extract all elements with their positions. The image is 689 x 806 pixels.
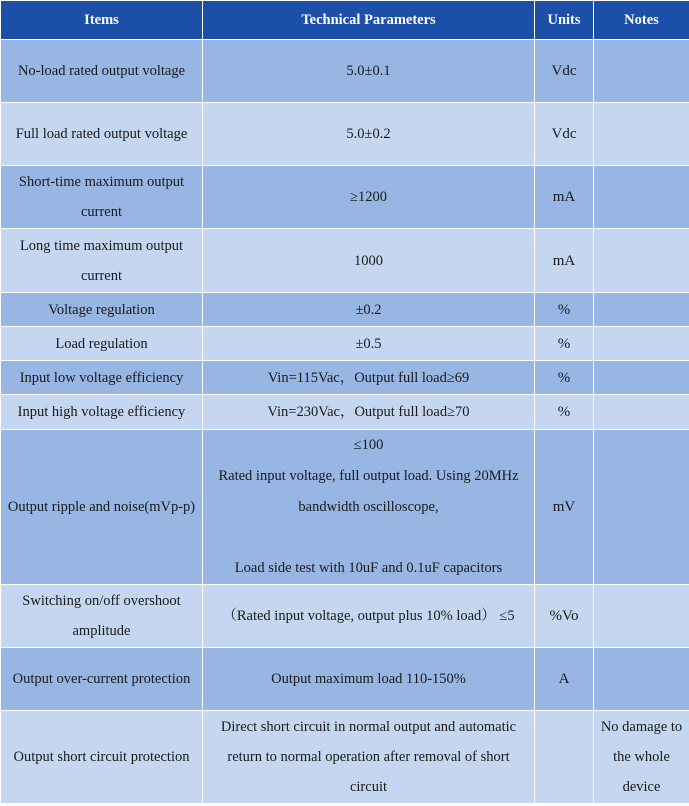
param-cell: ±0.5 xyxy=(203,327,535,361)
table-row xyxy=(1,361,689,395)
param-cell: Vin=115Vac，Output full load≥69 xyxy=(203,361,535,395)
header-notes: Notes xyxy=(594,1,689,40)
param-cell: Direct short circuit in normal output and automatic return to normal operation after removal of short circuit xyxy=(203,711,535,804)
table-row xyxy=(1,585,689,648)
table-row xyxy=(1,229,689,293)
param-cell: 5.0±0.2 xyxy=(203,103,535,166)
param-line: Rated input voltage, full output load. Using 20MHz bandwidth oscilloscope, xyxy=(218,468,519,515)
item-cell: No-load rated output voltage xyxy=(1,40,203,103)
unit-cell: %Vo xyxy=(535,585,594,648)
unit-cell: Vdc xyxy=(535,40,594,103)
item-cell: Full load rated output voltage xyxy=(1,103,203,166)
param-cell: ±0.2 xyxy=(203,293,535,327)
item-cell: Input high voltage efficiency xyxy=(1,395,203,430)
header-units: Units xyxy=(535,1,594,40)
unit-cell xyxy=(535,711,594,804)
param-cell: （Rated input voltage, output plus 10% load） ≤5 xyxy=(203,585,535,648)
unit-cell: % xyxy=(535,293,594,327)
param-line: Load side test with 10uF and 0.1uF capacitors xyxy=(234,560,503,576)
note-cell xyxy=(594,327,689,361)
note-cell xyxy=(594,395,689,430)
note-cell xyxy=(594,648,689,711)
table-row xyxy=(1,166,689,229)
unit-cell: A xyxy=(535,648,594,711)
table-row xyxy=(1,430,689,585)
item-cell: Long time maximum output current xyxy=(1,229,203,293)
item-cell: Short-time maximum output current xyxy=(1,166,203,229)
param-cell: Output maximum load 110-150% xyxy=(203,648,535,711)
unit-cell: % xyxy=(535,395,594,430)
param-line: ≤100 xyxy=(353,437,384,453)
param-cell: 1000 xyxy=(203,229,535,293)
note-cell: No damage to the whole device xyxy=(594,711,689,804)
item-cell: Load regulation xyxy=(1,327,203,361)
note-cell xyxy=(594,293,689,327)
table-row xyxy=(1,293,689,327)
table-row xyxy=(1,327,689,361)
table-header-row xyxy=(1,1,689,40)
note-cell xyxy=(594,40,689,103)
header-technical-parameters: Technical Parameters xyxy=(203,1,535,40)
note-cell xyxy=(594,229,689,293)
unit-cell: % xyxy=(535,327,594,361)
note-cell xyxy=(594,585,689,648)
item-cell: Switching on/off overshoot amplitude xyxy=(1,585,203,648)
item-cell: Output short circuit protection xyxy=(1,711,203,804)
note-cell xyxy=(594,361,689,395)
table-row xyxy=(1,395,689,430)
param-cell xyxy=(203,430,535,585)
table-row xyxy=(1,711,689,804)
note-cell xyxy=(594,430,689,585)
unit-cell: mA xyxy=(535,229,594,293)
unit-cell: mV xyxy=(535,430,594,585)
table-row xyxy=(1,40,689,103)
header-items: Items xyxy=(1,1,203,40)
table-row xyxy=(1,648,689,711)
unit-cell: mA xyxy=(535,166,594,229)
item-cell: Voltage regulation xyxy=(1,293,203,327)
note-cell xyxy=(594,103,689,166)
param-cell: ≥1200 xyxy=(203,166,535,229)
param-cell: Vin=230Vac，Output full load≥70 xyxy=(203,395,535,430)
item-cell: Input low voltage efficiency xyxy=(1,361,203,395)
item-cell: Output over-current protection xyxy=(1,648,203,711)
unit-cell: Vdc xyxy=(535,103,594,166)
table-row xyxy=(1,103,689,166)
unit-cell: % xyxy=(535,361,594,395)
note-cell xyxy=(594,166,689,229)
item-cell: Output ripple and noise(mVp-p) xyxy=(1,430,203,585)
param-cell: 5.0±0.1 xyxy=(203,40,535,103)
